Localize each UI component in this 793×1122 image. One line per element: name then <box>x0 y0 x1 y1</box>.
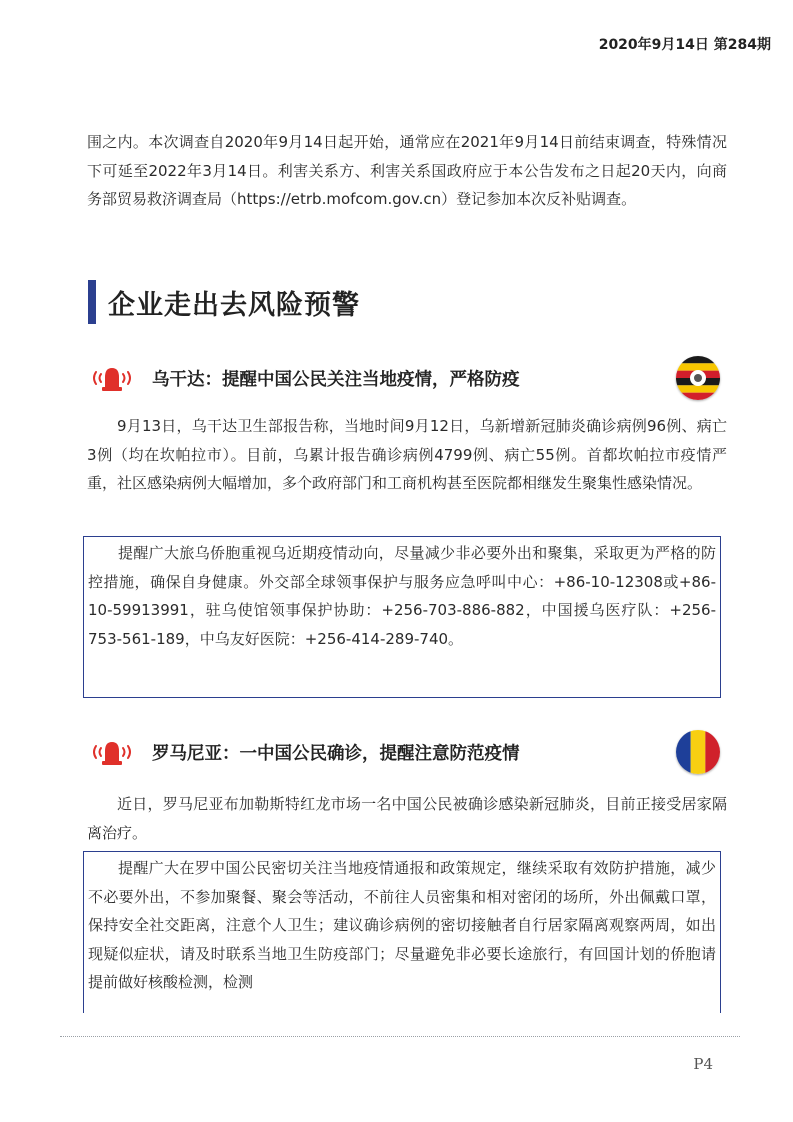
notice-box-romania <box>83 851 721 1013</box>
footer-divider <box>60 1036 740 1037</box>
news-body-uganda: 9月13日，乌干达卫生部报告称，当地时间9月12日，乌新增新冠肺炎确诊病例96例、病亡3例（均在坎帕拉市）。目前，乌累计报告确诊病例4799例、病亡55例。首都坎帕拉市疫情严重，社区感染病例大幅增加，多个政府部门和工商机构甚至医院都相继发生聚集性感染情况。 <box>87 417 727 492</box>
page-number: P4 <box>693 1055 713 1073</box>
section-heading <box>88 280 360 324</box>
alarm-icon <box>90 362 134 394</box>
uganda-flag-icon <box>676 356 720 400</box>
notice-box-uganda <box>83 536 721 698</box>
intro-paragraph: 围之内。本次调查自2020年9月14日起开始，通常应在2021年9月14日前结束调查，特殊情况下可延至2022年3月14日。利害关系方、利害关系国政府应于本公告发布之日起20天内，向商务部贸易救济调查局（https://etrb.mofcom.gov.cn）登记参加本次反补贴调查。 <box>87 133 727 208</box>
section-title-bar <box>88 280 96 324</box>
news-header-uganda <box>90 356 720 400</box>
romania-flag-icon <box>676 730 720 774</box>
section-title: 企业走出去风险预警 <box>108 289 360 321</box>
news-title-uganda: 乌干达：提醒中国公民关注当地疫情，严格防疫 <box>152 369 520 390</box>
news-header-romania <box>90 730 720 774</box>
news-body-romania: 近日，罗马尼亚布加勒斯特红龙市场一名中国公民被确诊感染新冠肺炎，目前正接受居家隔离治疗。 <box>87 795 727 842</box>
notice-text-uganda: 提醒广大旅乌侨胞重视乌近期疫情动向，尽量减少非必要外出和聚集，采取更为严格的防控措施，确保自身健康。外交部全球领事保护与服务应急呼叫中心：+86-10-12308或+86-10-59913991，驻乌使馆领事保护协助：+256-703-886-882，中国援乌医疗队：+256-753-561-189，中乌友好医院：+256-414-289-740。 <box>88 544 716 648</box>
notice-text-romania: 提醒广大在罗中国公民密切关注当地疫情通报和政策规定，继续采取有效防护措施，减少不必要外出，不参加聚餐、聚会等活动，不前往人员密集和相对密闭的场所，外出佩戴口罩，保持安全社交距离，注意个人卫生；建议确诊病例的密切接触者自行居家隔离观察两周，如出现疑似症状，请及时联系当地卫生防疫部门；尽量避免非必要长途旅行，有回国计划的侨胞请提前做好核酸检测，检测 <box>88 859 716 991</box>
issue-date: 2020年9月14日 第284期 <box>598 37 771 53</box>
alarm-icon <box>90 736 134 768</box>
news-title-romania: 罗马尼亚：一中国公民确诊，提醒注意防范疫情 <box>152 743 520 764</box>
